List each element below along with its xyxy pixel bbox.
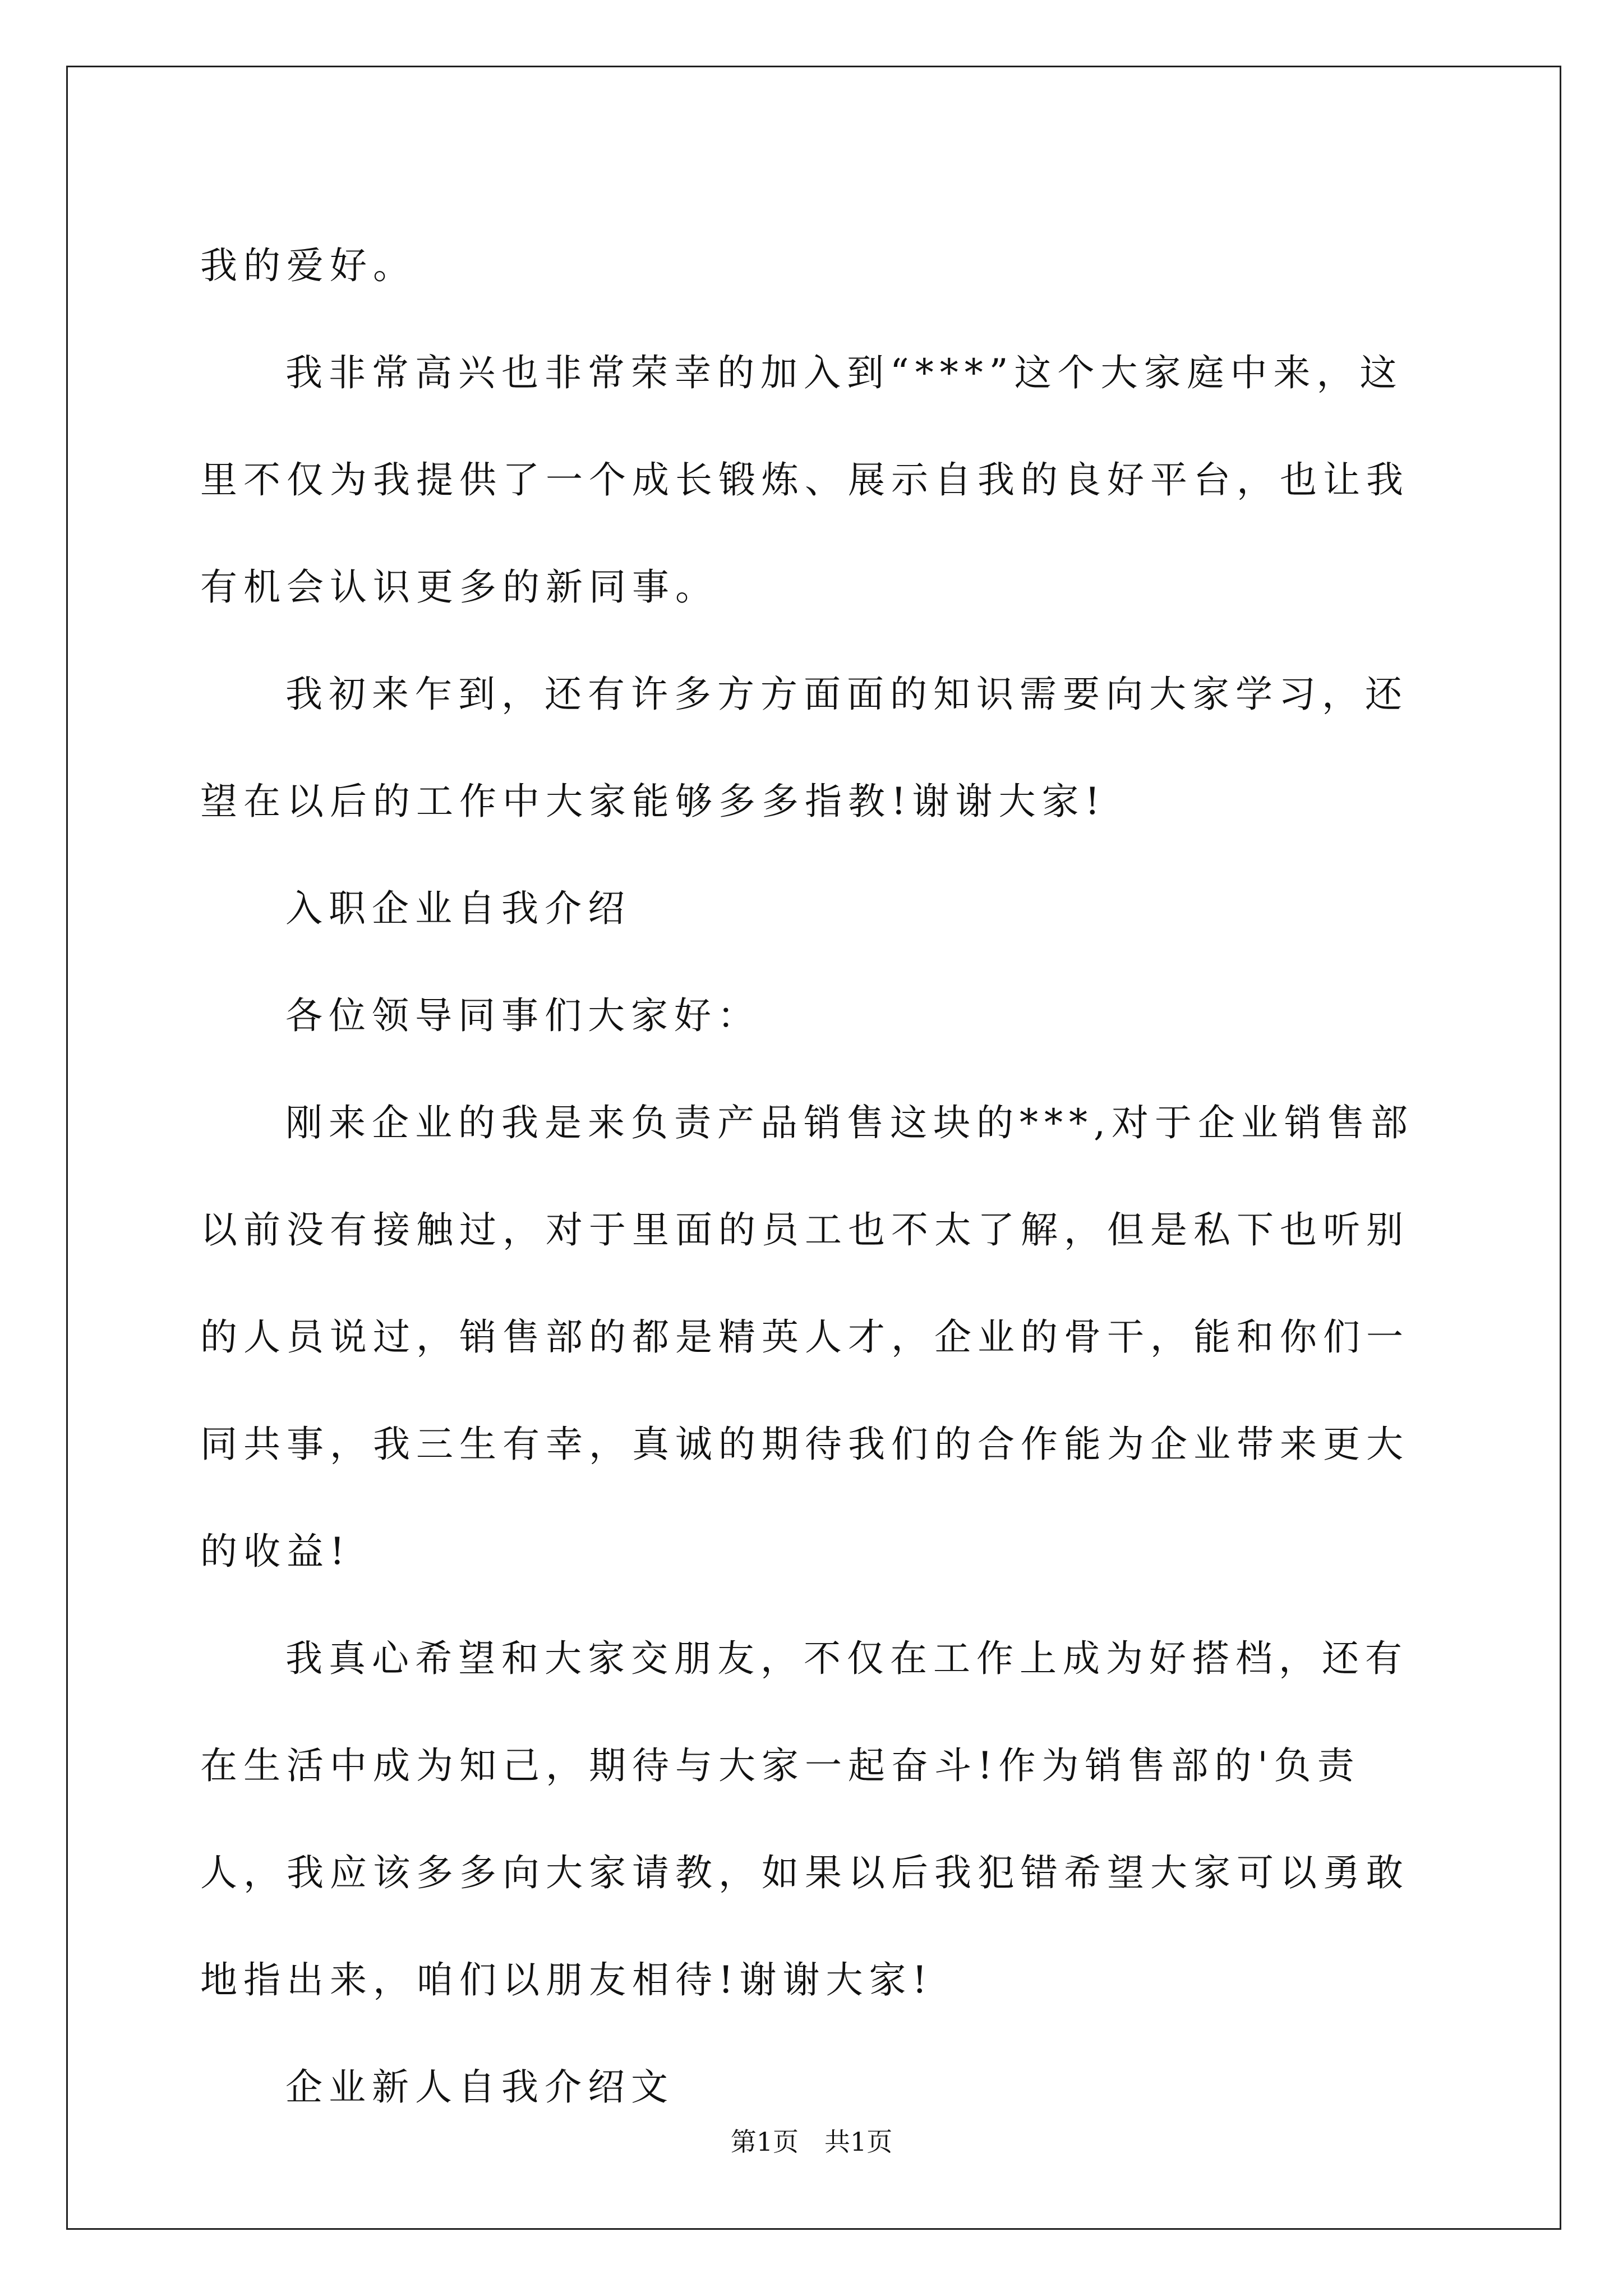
page-footer: 第1页 共1页	[730, 2127, 893, 2157]
paragraph-1: 我的爱好。	[200, 244, 416, 287]
paragraph-6: 刚来企业的我是来负责产品销售这块的***,对于企业销售部以前没有接触过，对于里面的员工也不太了解，但是私下也听别的人员说过，销售部的都是精英人才，企业的骨干，能和你们一同共事，我三生有幸，真诚的期待我们的合作能为企业带来更大的收益!	[200, 1101, 1414, 1573]
section-heading-newcomer: 企业新人自我介绍文	[285, 2065, 674, 2109]
paragraph-7: 我真心希望和大家交朋友，不仅在工作上成为好搭档，还有在生活中成为知己，期待与大家一起奋斗!作为销售部的'负责人，我应该多多向大家请教，如果以后我犯错希望大家可以勇敢地指出来，咱们以朋友相待!谢谢大家!	[200, 1637, 1409, 2001]
paragraph-2: 我非常高兴也非常荣幸的加入到“***”这个大家庭中来，这里不仅为我提供了一个成长锻炼、展示自我的良好平台，也让我有机会认识更多的新同事。	[200, 351, 1409, 609]
greeting: 各位领导同事们大家好：	[285, 994, 760, 1037]
section-heading-onboarding: 入职企业自我介绍	[285, 887, 631, 930]
paragraph-3: 我初来乍到，还有许多方方面面的知识需要向大家学习，还望在以后的工作中大家能够多多指教!谢谢大家!	[200, 673, 1408, 823]
document-body	[200, 212, 1427, 2141]
